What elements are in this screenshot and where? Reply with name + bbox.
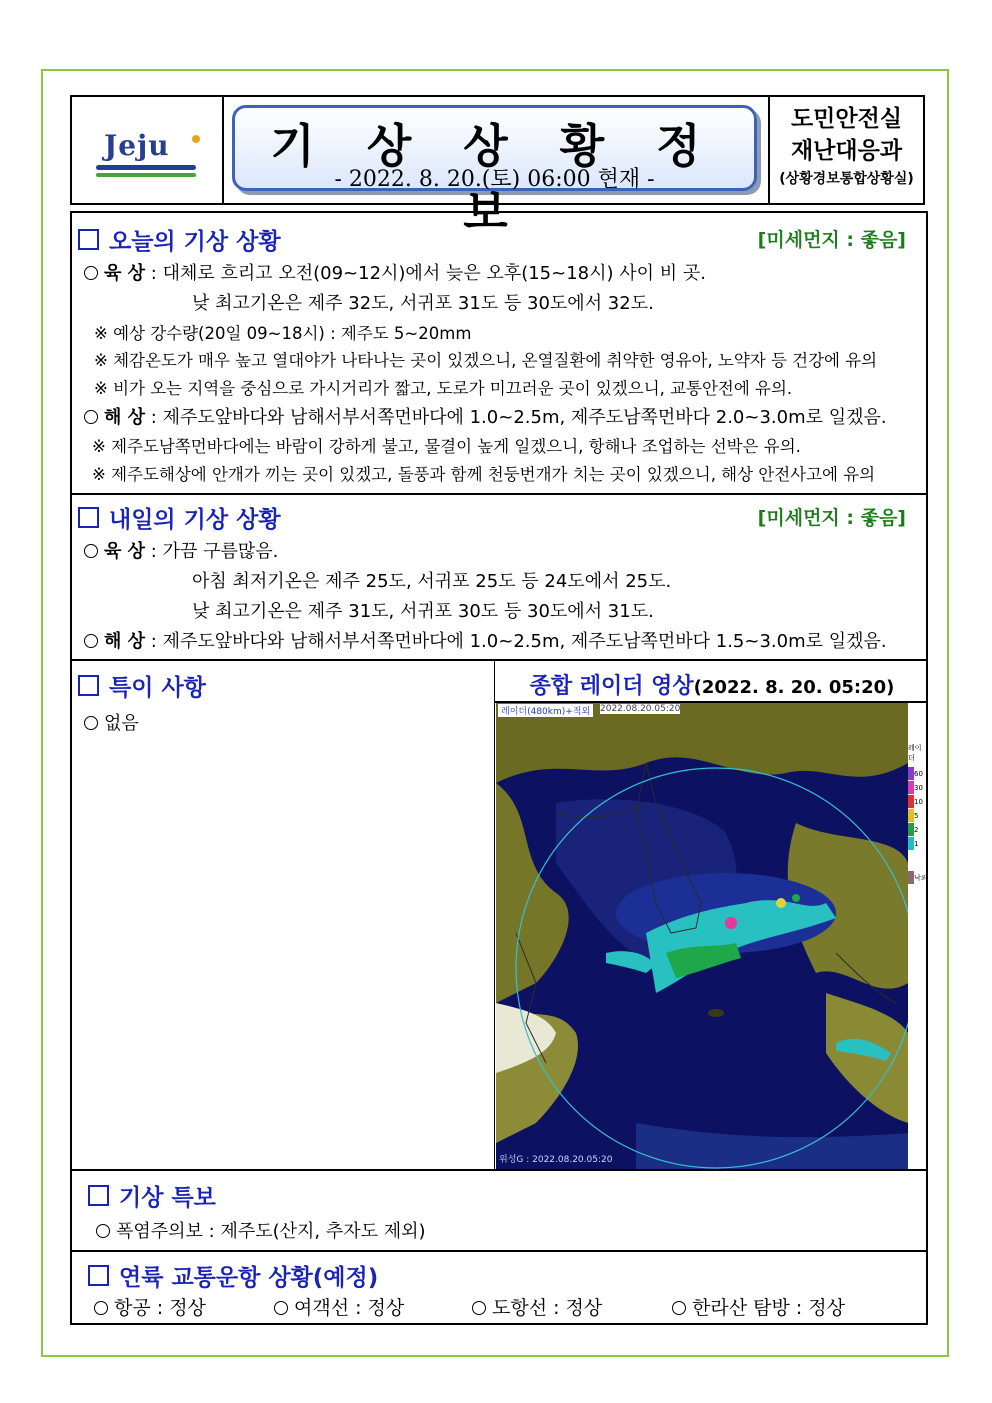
logo-swoosh xyxy=(96,173,196,177)
tomorrow-dust-status: [미세먼지 : 좋음] xyxy=(757,507,906,529)
radar-footer: 위성G : 2022.08.20.05:20 xyxy=(499,1155,613,1165)
tomorrow-land-line: 육 상 : 가끔 구름많음. xyxy=(84,537,278,563)
warning-item: 폭염주의보 : 제주도(산지, 추자도 제외) xyxy=(96,1217,426,1243)
title-box xyxy=(232,105,757,239)
tomorrow-section-title: 내일의 기상 상황 xyxy=(78,501,281,534)
checkbox-square-icon xyxy=(78,229,99,250)
radar-title: 종합 레이더 영상(2022. 8. 20. 05:20) xyxy=(529,674,895,699)
radar-legend xyxy=(908,743,928,913)
checkbox-square-icon xyxy=(88,1185,109,1206)
circle-bullet-icon xyxy=(84,266,98,280)
document-header xyxy=(70,95,925,239)
circle-bullet-icon xyxy=(672,1301,686,1315)
special-section-title: 특이 사항 xyxy=(78,669,206,702)
circle-bullet-icon xyxy=(96,1224,110,1238)
today-sea-line: 해 상 : 제주도앞바다와 남해서부서쪽먼바다에 1.0~2.5m, 제주도남쪽먼바다 2.0~3.0m로 일겠음. xyxy=(84,403,887,429)
legend-value: 1 xyxy=(914,840,919,848)
today-note-wind: ※ 제주도남쪽먼바다에는 바람이 강하게 불고, 물결이 높게 일겠으니, 항해나 조업하는 선박은 유의. xyxy=(92,437,801,456)
legend-value: 10 xyxy=(914,798,923,806)
dept-name: 도민안전실 xyxy=(790,106,903,132)
circle-bullet-icon xyxy=(472,1301,486,1315)
circle-bullet-icon xyxy=(94,1301,108,1315)
radar-caption: 레이더(480km)+적외 xyxy=(498,704,593,717)
section-divider xyxy=(72,493,926,495)
logo-swoosh xyxy=(96,165,196,170)
logo-dot xyxy=(192,135,200,143)
radar-caption-time: 2022.08.20.05:20 xyxy=(600,704,681,714)
today-note-traffic: ※ 비가 오는 지역을 중심으로 가시거리가 짧고, 도로가 미끄러운 곳이 있겠으니, 교통안전에 유의. xyxy=(94,379,793,398)
legend-value: 30 xyxy=(914,784,923,792)
jeju-logo xyxy=(72,97,224,203)
section-divider xyxy=(72,1169,926,1171)
circle-bullet-icon xyxy=(274,1301,288,1315)
today-section-title: 오늘의 기상 상황 xyxy=(78,223,281,256)
today-note-fog: ※ 제주도해상에 안개가 끼는 곳이 있겠고, 돌풍과 함께 천둥번개가 치는 곳이 있겠으니, 해상 안전사고에 유의 xyxy=(92,465,876,484)
checkbox-square-icon xyxy=(88,1265,109,1286)
dept-division: 재난대응과 xyxy=(790,138,903,164)
warning-section-title: 기상 특보 xyxy=(88,1179,216,1212)
legend-label: 레이더 xyxy=(908,744,922,762)
weather-report-table xyxy=(70,211,928,1325)
legend-lightning: 낙뢰 xyxy=(914,874,928,882)
traffic-section-title: 연륙 교통운항 상황(예정) xyxy=(88,1259,378,1292)
checkbox-square-icon xyxy=(78,675,99,696)
circle-bullet-icon xyxy=(84,544,98,558)
department-info xyxy=(768,97,923,203)
traffic-item-air: 항공 : 정상 xyxy=(94,1293,206,1320)
today-land-line: 육 상 : 대체로 흐리고 오전(09~12시)에서 늦은 오후(15~18시) 사이 비 곳. xyxy=(84,259,706,285)
traffic-item-hallasan: 한라산 탐방 : 정상 xyxy=(672,1293,845,1320)
legend-value: 60 xyxy=(914,770,923,778)
radar-satellite-image xyxy=(496,703,908,1169)
checkbox-square-icon xyxy=(78,507,99,528)
tomorrow-sea-line: 해 상 : 제주도앞바다와 남해서부서쪽먼바다에 1.0~2.5m, 제주도남쪽먼바다 1.5~3.0m로 일겠음. xyxy=(84,627,887,653)
today-note-heat: ※ 체감온도가 매우 높고 열대야가 나타나는 곳이 있겠으니, 온열질환에 취약한 영유아, 노약자 등 건강에 유의 xyxy=(94,351,878,370)
logo-text: Jeju xyxy=(104,129,170,162)
circle-bullet-icon xyxy=(84,716,98,730)
today-note-rainfall: ※ 예상 강수량(20일 09~18시) : 제주도 5~20mm xyxy=(94,324,472,343)
special-item: 없음 xyxy=(84,709,139,735)
tomorrow-land-high: 낮 최고기온은 제주 31도, 서귀포 30도 등 30도에서 31도. xyxy=(192,601,654,622)
traffic-item-island-ferry: 도항선 : 정상 xyxy=(472,1293,602,1320)
page-title: 기 상 상 황 정 보 xyxy=(270,119,719,239)
dept-office: (상황경보통합상황실) xyxy=(779,171,914,187)
today-dust-status: [미세먼지 : 좋음] xyxy=(757,229,906,251)
column-divider xyxy=(494,659,495,1169)
circle-bullet-icon xyxy=(84,634,98,648)
section-divider xyxy=(72,659,926,661)
legend-value: 5 xyxy=(914,812,919,820)
circle-bullet-icon xyxy=(84,410,98,424)
legend-value: 2 xyxy=(914,826,919,834)
page-subtitle: - 2022. 8. 20.(토) 06:00 현재 - xyxy=(334,167,655,192)
traffic-item-ferry: 여객선 : 정상 xyxy=(274,1293,404,1320)
today-land-temp: 낮 최고기온은 제주 32도, 서귀포 31도 등 30도에서 32도. xyxy=(192,293,654,314)
tomorrow-land-low: 아침 최저기온은 제주 25도, 서귀포 25도 등 24도에서 25도. xyxy=(192,571,672,592)
section-divider xyxy=(72,1250,926,1252)
radar-image xyxy=(496,703,908,1169)
